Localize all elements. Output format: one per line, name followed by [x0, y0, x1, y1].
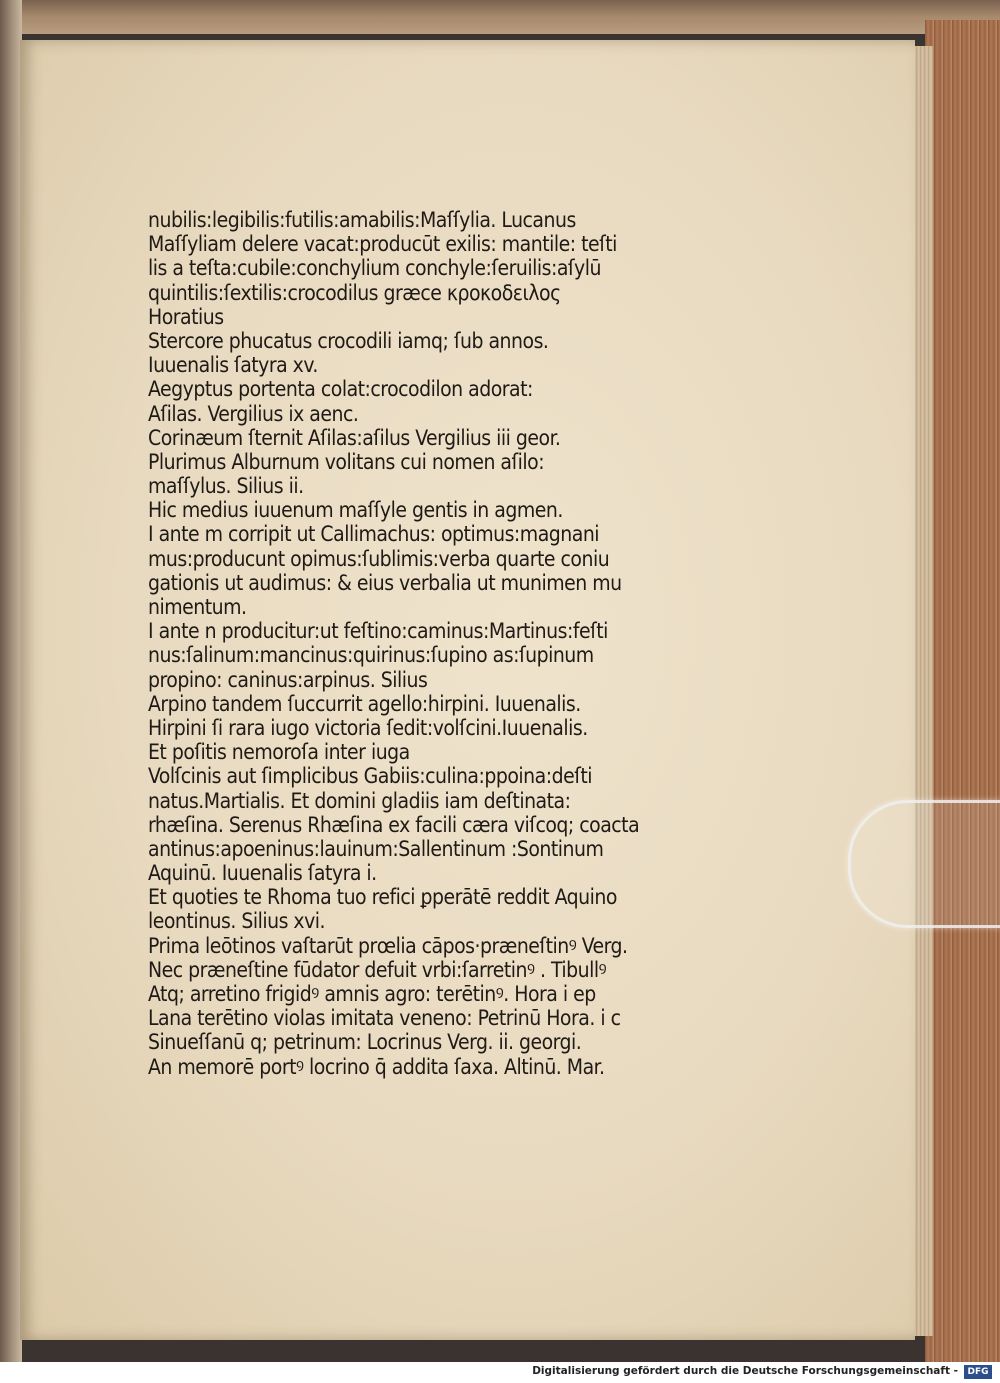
text-line: propino: caninus:arpinus. Silius — [148, 667, 428, 692]
text-line: antinus:apoeninus:lauinum:Sallentinum :Sontinum — [148, 836, 604, 861]
text-line: An memorē portꝰ locrino q̄ addita ſaxa. Altinū. Mar. — [148, 1054, 605, 1079]
text-line: mus:producunt opimus:ſublimis:verba quarte coniu — [148, 546, 610, 571]
text-line: Iuuenalis ſatyra xv. — [148, 353, 318, 378]
text-line: I ante m corripit ut Callimachus: optimus:magnani — [148, 522, 600, 547]
text-line: nus:ſalinum:mancinus:quirinus:ſupino as:ſupinum — [148, 643, 594, 668]
text-line: Hirpini ſi rara iugo victoria ſedit:volſcini.Iuuenalis. — [148, 715, 588, 740]
text-line: Atq; arretino frigidꝰ amnis agro: terētinꝰ. Hora i ep — [148, 982, 596, 1006]
text-line: Et poſitis nemoroſa inter iuga — [148, 740, 410, 765]
text-line: rhæſina. Serenus Rhæſina ex facili cæra viſcoq; coacta — [148, 812, 640, 837]
text-line: Plurimus Alburnum volitans cui nomen aſilo: — [148, 449, 545, 474]
footer-bar — [0, 1362, 1000, 1383]
text-line: lis a teſta:cubile:conchylium conchyle:ſeruilis:aſylū — [148, 256, 601, 281]
text-line: I ante n producitur:ut feſtino:caminus:Martinus:feſti — [148, 619, 608, 644]
text-line: Prima leōtinos vaſtarūt prœlia cāpos·præneſtinꝰ Verg. — [148, 933, 628, 958]
page-text — [148, 208, 728, 1079]
text-line: nimentum. — [148, 595, 247, 619]
text-line: Lana terētino violas imitata veneno: Petrinū Hora. i c — [148, 1006, 621, 1031]
text-line: Aegyptus portenta colat:crocodilon adorat: — [148, 377, 533, 402]
text-line: leontinus. Silius xvi. — [148, 909, 326, 934]
text-line: Sinueſſanū q; petrinum: Locrinus Verg. ii. georgi. — [148, 1030, 582, 1055]
book-cover-right — [925, 20, 1000, 1362]
text-line: gationis ut audimus: & eius verbalia ut munimen mu — [148, 570, 622, 595]
text-line: Maſſyliam delere vacat:producūt exilis: mantile: teſti — [148, 232, 617, 257]
text-line: Hic medius iuuenum maſſyle gentis in agmen. — [148, 498, 563, 523]
text-line: Horatius — [148, 304, 224, 329]
text-line: Volſcinis aut ſimplicibus Gabiis:culina:ppoina:deſti — [148, 764, 593, 789]
text-line: nubilis:legibilis:futilis:amabilis:Maſſylia. Lucanus — [148, 208, 576, 232]
text-line: Aquinū. Iuuenalis ſatyra i. — [148, 861, 377, 886]
dfg-logo-icon: DFG — [964, 1365, 992, 1379]
text-line: Nec præneſtine fūdator defuit vrbi:ſarretinꝰ . Tibullꝰ — [148, 957, 607, 982]
footer-credit: Digitalisierung gefördert durch die Deutsche Forschungsgemeinschaft - — [532, 1365, 958, 1377]
page-clip — [848, 800, 1000, 928]
book-cover-top — [0, 0, 1000, 34]
text-line: Corinæum ſternit Aſilas:aſilus Vergilius iii geor. — [148, 425, 561, 450]
book-spine-left — [0, 0, 22, 1362]
text-line: maſſylus. Silius ii. — [148, 474, 304, 499]
text-line: Arpino tandem ſuccurrit agello:hirpini. Iuuenalis. — [148, 691, 581, 716]
text-line: Stercore phucatus crocodili iamq; ſub annos. — [148, 328, 549, 353]
text-line: natus.Martialis. Et domini gladiis iam deſtinata: — [148, 788, 571, 813]
text-line: Aſilas. Vergilius ix aenc. — [148, 401, 359, 426]
book-page — [20, 40, 915, 1340]
text-line: quintilis:ſextilis:crocodilus græce κροκοδειλος — [148, 280, 561, 305]
text-line: Et quoties te Rhoma tuo refici ꝑperātē reddit Aquino — [148, 885, 617, 910]
